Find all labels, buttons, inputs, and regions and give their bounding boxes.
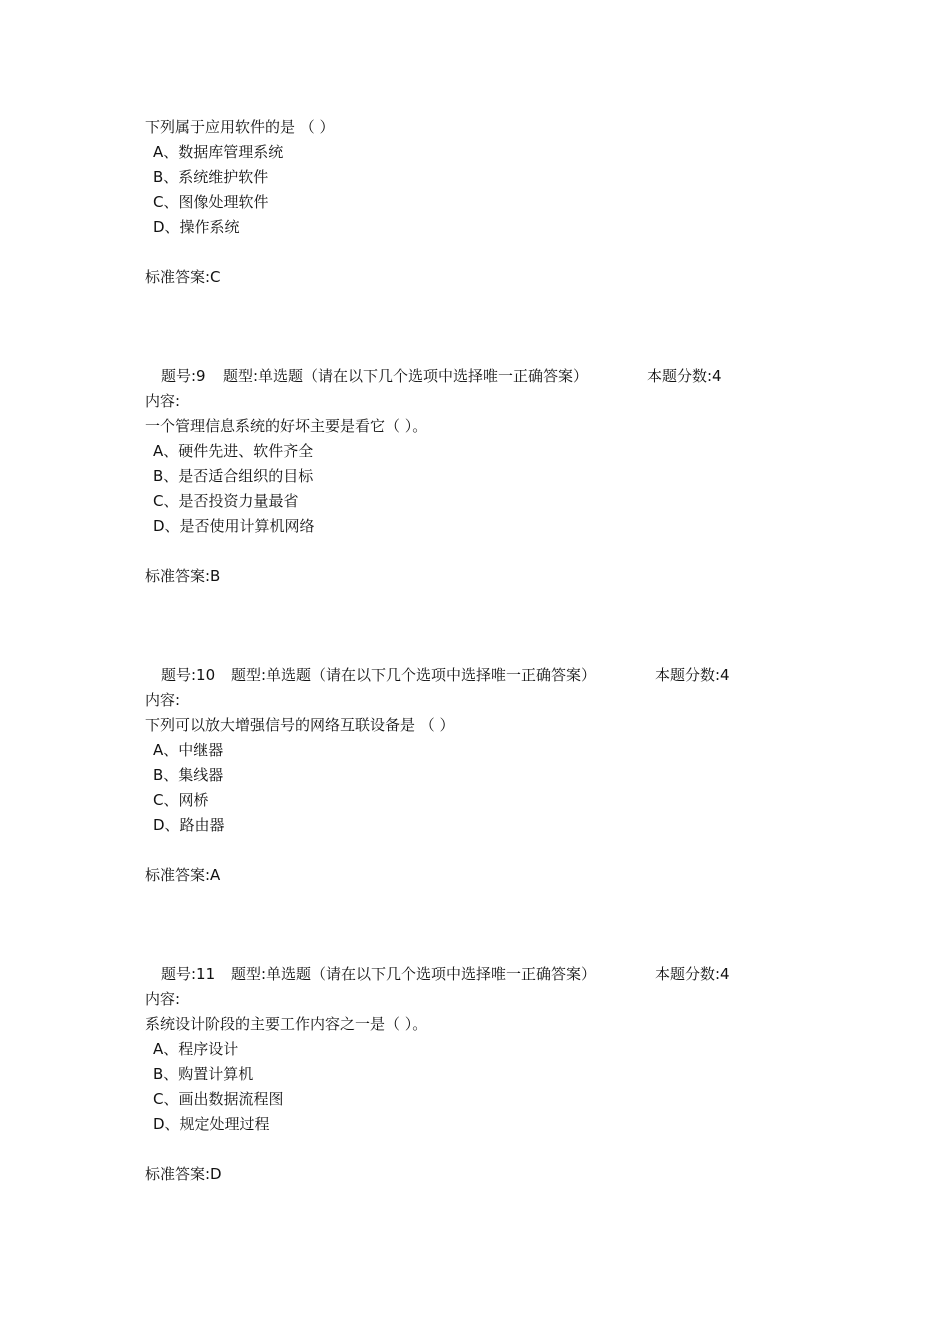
question-type: 题型:单选题（请在以下几个选项中选择唯一正确答案） xyxy=(223,367,589,385)
option-d: D、操作系统 xyxy=(153,218,240,236)
question-stem: 下列可以放大增强信号的网络互联设备是 （ ） xyxy=(145,716,455,734)
question-number: 题号:9 xyxy=(161,367,206,385)
question-type: 题型:单选题（请在以下几个选项中选择唯一正确答案） xyxy=(231,965,597,983)
question-stem: 下列属于应用软件的是 （ ） xyxy=(145,118,335,136)
question-header xyxy=(145,962,865,987)
standard-answer: 标准答案:B xyxy=(145,567,221,585)
question-stem: 系统设计阶段的主要工作内容之一是（ ）。 xyxy=(145,1015,428,1033)
question-score: 本题分数:4 xyxy=(647,367,722,385)
standard-answer: 标准答案:D xyxy=(145,1165,222,1183)
option-d: D、规定处理过程 xyxy=(153,1115,270,1133)
standard-answer: 标准答案:A xyxy=(145,866,221,884)
question-score: 本题分数:4 xyxy=(655,666,730,684)
spacer xyxy=(145,838,865,863)
question-number: 题号:10 xyxy=(161,666,216,684)
question-score: 本题分数:4 xyxy=(655,965,730,983)
option-b: B、是否适合组织的目标 xyxy=(153,467,314,485)
option-a: A、数据库管理系统 xyxy=(153,143,284,161)
question-number: 题号:11 xyxy=(161,965,216,983)
question-block xyxy=(145,115,865,290)
option-b: B、集线器 xyxy=(153,766,224,784)
option-c: C、画出数据流程图 xyxy=(153,1090,284,1108)
question-header xyxy=(145,663,865,688)
option-c: C、是否投资力量最省 xyxy=(153,492,299,510)
question-stem: 一个管理信息系统的好坏主要是看它（ ）。 xyxy=(145,417,428,435)
option-a: A、中继器 xyxy=(153,741,224,759)
standard-answer: 标准答案:C xyxy=(145,268,221,286)
option-b: B、系统维护软件 xyxy=(153,168,269,186)
option-a: A、程序设计 xyxy=(153,1040,239,1058)
option-a: A、硬件先进、软件齐全 xyxy=(153,442,314,460)
option-c: C、图像处理软件 xyxy=(153,193,269,211)
option-c: C、网桥 xyxy=(153,791,209,809)
spacer xyxy=(145,539,865,564)
content-label: 内容: xyxy=(145,990,181,1008)
spacer xyxy=(145,240,865,265)
spacer xyxy=(145,1137,865,1162)
option-b: B、购置计算机 xyxy=(153,1065,254,1083)
question-block xyxy=(145,364,865,589)
question-header xyxy=(145,364,865,389)
question-type: 题型:单选题（请在以下几个选项中选择唯一正确答案） xyxy=(231,666,597,684)
option-d: D、路由器 xyxy=(153,816,225,834)
content-label: 内容: xyxy=(145,691,181,709)
option-d: D、是否使用计算机网络 xyxy=(153,517,315,535)
question-block xyxy=(145,663,865,888)
content-label: 内容: xyxy=(145,392,181,410)
question-block xyxy=(145,962,865,1187)
